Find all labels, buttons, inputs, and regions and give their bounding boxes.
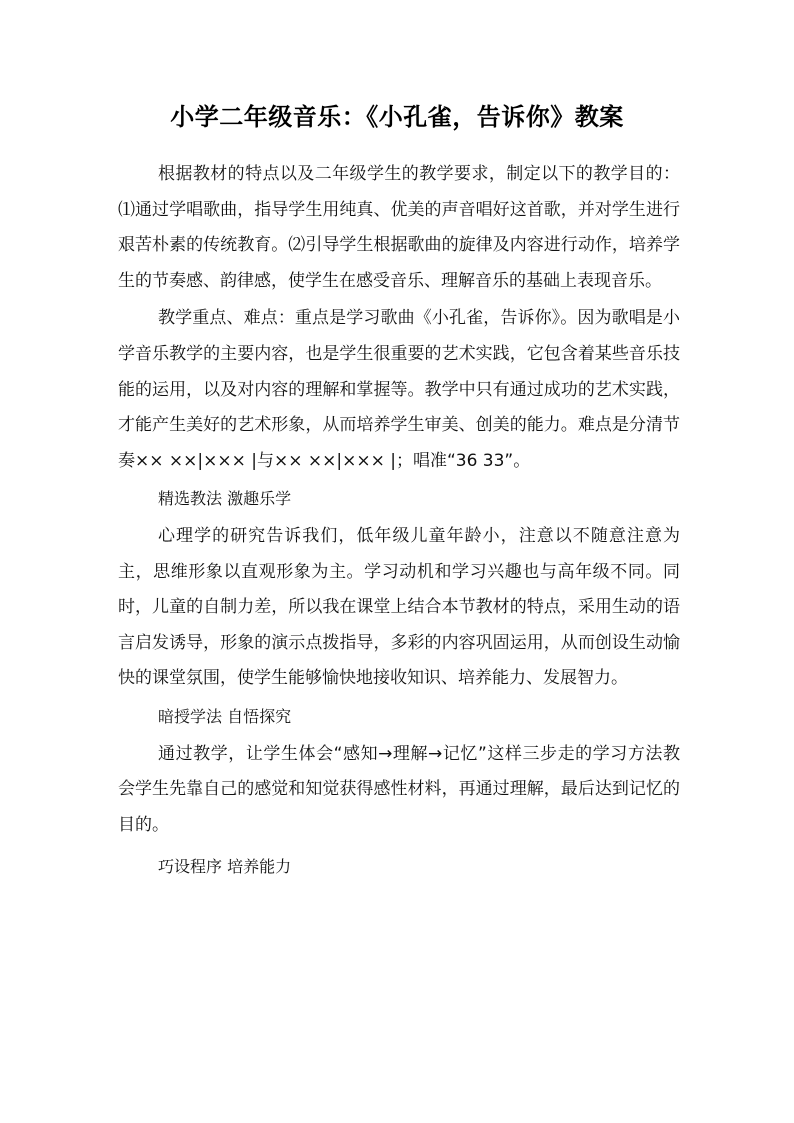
section-heading-learning-method: 暗授学法 自悟探究 (158, 706, 292, 726)
paragraph-three-steps: 通过教学，让学生体会“感知→理解→记忆”这样三步走的学习方法教会学生先靠自己的感觉和知觉获得感性材料，再通过理解，最后达到记忆的目的。 (118, 743, 680, 835)
paragraph-key-points: 教学重点、难点：重点是学习歌曲《小孔雀，告诉你》。因为歌唱是小学音乐教学的主要内容，也是学生很重要的艺术实践，它包含着某些音乐技能的运用，以及对内容的理解和掌握等。教学中只有通过成功的艺术实践，才能产生美好的艺术形象，从而培养学生审美、创美的能力。难点是分清节奏×× ××|××× |与×× ××|××× |；唱准“36 33”。 (118, 308, 680, 471)
section-heading-procedure: 巧设程序 培养能力 (158, 857, 292, 877)
paragraph-psychology: 心理学的研究告诉我们，低年级儿童年龄小，注意以不随意注意为主，思维形象以直观形象为主。学习动机和学习兴趣也与高年级不同。同时，儿童的自制力差，所以我在课堂上结合本节教材的特点，采用生动的语言启发诱导，形象的演示点拨指导，多彩的内容巩固运用，从而创设生动愉快的课堂氛围，使学生能够愉快地接收知识、培养能力、发展智力。 (118, 525, 680, 689)
section-heading-teaching-method: 精选教法 激趣乐学 (158, 489, 292, 509)
document-title: 小学二年级音乐：《小孔雀，告诉你》教案 (170, 102, 624, 131)
paragraph-teaching-goals: 根据教材的特点以及二年级学生的教学要求，制定以下的教学目的：⑴通过学唱歌曲，指导学生用纯真、优美的声音唱好这首歌，并对学生进行艰苦朴素的传统教育。⑵引导学生根据歌曲的旋律及内容进行动作，培养学生的节奏感、韵律感，使学生在感受音乐、理解音乐的基础上表现音乐。 (118, 164, 680, 291)
document-body (118, 157, 680, 885)
